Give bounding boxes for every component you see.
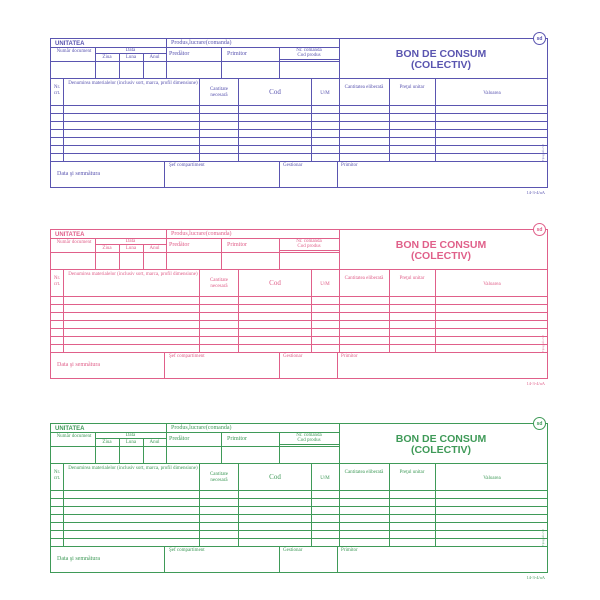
table-row-line xyxy=(51,121,547,122)
table-header-bottom xyxy=(51,490,547,491)
title-line-1: BON DE CONSUM xyxy=(395,239,487,251)
productie-label: Produs,lucrare(comanda) xyxy=(171,425,232,431)
divider xyxy=(164,161,165,188)
column-separator xyxy=(63,78,64,161)
col-pret-unitar: Preţul unitar xyxy=(399,470,425,475)
nr-comanda-label: Nr. comandã xyxy=(296,48,322,53)
title-line-2: (COLECTIV) xyxy=(410,444,472,457)
col-nr-crt: Nr. crt. xyxy=(53,470,61,481)
title-line-1: BON DE CONSUM xyxy=(395,433,487,445)
sd-logo-icon: sd xyxy=(533,32,546,45)
col-um: U/M xyxy=(320,476,330,481)
column-separator xyxy=(389,78,390,161)
sef-compartiment-label: Şef compartiment xyxy=(169,548,205,553)
divider xyxy=(51,446,339,447)
side-print-text: Tipografia SD xyxy=(541,528,545,546)
table-row-line xyxy=(51,328,547,329)
table-bottom-border xyxy=(51,161,547,162)
col-nr-crt: Nr. crt. xyxy=(53,85,61,96)
divider xyxy=(164,352,165,379)
data-semnatura-label: Data şi semnãtura xyxy=(57,171,100,177)
col-cantitate: Cantitate necesarã xyxy=(209,278,229,289)
ziua-label: Ziua xyxy=(102,246,112,251)
sd-logo-icon: sd xyxy=(533,223,546,236)
table-row-line xyxy=(51,304,547,305)
form-code: 14-3-4/aA xyxy=(526,381,545,386)
table-header-bottom xyxy=(51,105,547,106)
sef-compartiment-label: Şef compartiment xyxy=(169,163,205,168)
col-um: U/M xyxy=(320,91,330,96)
col-cod: Cod xyxy=(269,279,281,287)
table-row-line xyxy=(51,538,547,539)
col-cantitate-eliberata: Cantitatea eliberatã xyxy=(344,470,384,475)
title-line-2: (COLECTIV) xyxy=(410,59,472,72)
divider xyxy=(51,61,339,62)
table-header-bottom xyxy=(51,296,547,297)
ziua-label: Ziua xyxy=(102,440,112,445)
table-row-line xyxy=(51,145,547,146)
sef-compartiment-label: Şef compartiment xyxy=(169,354,205,359)
productie-label: Produs,lucrare(comanda) xyxy=(171,40,232,46)
table-bottom-border xyxy=(51,546,547,547)
col-nr-crt: Nr. crt. xyxy=(53,276,61,287)
bon-de-consum-form-3 xyxy=(50,420,548,580)
side-print-text: Tipografia SD xyxy=(541,334,545,352)
divider xyxy=(339,230,340,269)
data-semnatura-label: Data şi semnãtura xyxy=(57,362,100,368)
divider xyxy=(166,230,167,269)
col-um: U/M xyxy=(320,282,330,287)
column-separator xyxy=(199,269,200,352)
col-valoarea: Valoarea xyxy=(483,282,501,287)
divider xyxy=(164,546,165,573)
col-cantitate: Cantitate necesarã xyxy=(209,87,229,98)
divider xyxy=(221,47,222,78)
table-bottom-border xyxy=(51,352,547,353)
column-separator xyxy=(311,78,312,161)
col-cantitate: Cantitate necesarã xyxy=(209,472,229,483)
column-separator xyxy=(199,78,200,161)
primitor-label: Primitor xyxy=(227,242,248,248)
form-title xyxy=(341,49,541,71)
column-separator xyxy=(238,269,239,352)
table-row-line xyxy=(51,113,547,114)
nr-comanda-label: Nr. comandã xyxy=(296,433,322,438)
divider xyxy=(279,59,339,60)
unit-label: UNITATEA xyxy=(55,232,85,238)
column-separator xyxy=(63,269,64,352)
nr-document-label: Numãr document xyxy=(56,434,92,439)
col-valoarea: Valoarea xyxy=(483,91,501,96)
column-separator xyxy=(339,463,340,546)
divider xyxy=(166,39,167,78)
primitor-label: Primitor xyxy=(227,436,248,442)
cod-produs-label: Cod produs xyxy=(297,244,321,249)
column-separator xyxy=(199,463,200,546)
data-label: Data xyxy=(125,48,136,53)
divider xyxy=(95,438,166,439)
ziua-label: Ziua xyxy=(102,55,112,60)
column-separator xyxy=(435,78,436,161)
table-row-line xyxy=(51,320,547,321)
table-row-line xyxy=(51,312,547,313)
anul-label: Anul xyxy=(149,440,160,445)
nr-document-label: Numãr document xyxy=(56,49,92,54)
form-code: 14-3-4/aA xyxy=(526,575,545,580)
side-print-text: Tipografia SD xyxy=(541,143,545,161)
anul-label: Anul xyxy=(149,246,160,251)
primitor-footer-label: Primitor xyxy=(341,548,358,553)
cod-produs-label: Cod produs xyxy=(297,438,321,443)
table-row-line xyxy=(51,153,547,154)
divider xyxy=(279,352,280,379)
data-semnatura-label: Data şi semnãtura xyxy=(57,556,100,562)
divider xyxy=(221,238,222,269)
column-separator xyxy=(63,463,64,546)
col-cod: Cod xyxy=(269,473,281,481)
table-row-line xyxy=(51,344,547,345)
data-label: Data xyxy=(125,239,136,244)
column-separator xyxy=(311,463,312,546)
gestionar-label: Gestionar xyxy=(283,163,303,168)
divider xyxy=(166,424,167,463)
column-separator xyxy=(435,269,436,352)
col-denumire: Denumirea materialelor (inclusiv sort, marca, profil dimensiune) xyxy=(68,81,198,86)
table-row-line xyxy=(51,498,547,499)
divider xyxy=(339,39,340,78)
col-pret-unitar: Preţul unitar xyxy=(399,85,425,90)
table-row-line xyxy=(51,530,547,531)
gestionar-label: Gestionar xyxy=(283,548,303,553)
title-line-2: (COLECTIV) xyxy=(410,250,472,263)
column-separator xyxy=(389,269,390,352)
divider xyxy=(95,244,166,245)
column-separator xyxy=(435,463,436,546)
column-separator xyxy=(339,269,340,352)
table-top-border xyxy=(51,269,547,270)
bon-de-consum-form-1 xyxy=(50,35,548,195)
divider xyxy=(279,444,339,445)
table-top-border xyxy=(51,463,547,464)
unit-label: UNITATEA xyxy=(55,426,85,432)
col-denumire: Denumirea materialelor (inclusiv sort, marca, profil dimensiune) xyxy=(68,466,198,471)
predator-label: Predãtor xyxy=(169,436,190,442)
divider xyxy=(95,53,166,54)
table-row-line xyxy=(51,129,547,130)
table-row-line xyxy=(51,514,547,515)
cod-produs-label: Cod produs xyxy=(297,53,321,58)
column-separator xyxy=(311,269,312,352)
divider xyxy=(51,252,339,253)
divider xyxy=(279,161,280,188)
col-denumire: Denumirea materialelor (inclusiv sort, marca, profil dimensiune) xyxy=(68,272,198,277)
table-row-line xyxy=(51,336,547,337)
col-valoarea: Valoarea xyxy=(483,476,501,481)
divider xyxy=(279,250,339,251)
table-row-line xyxy=(51,506,547,507)
bon-de-consum-form-2 xyxy=(50,226,548,386)
divider xyxy=(337,352,338,379)
col-cantitate-eliberata: Cantitatea eliberatã xyxy=(344,85,384,90)
col-pret-unitar: Preţul unitar xyxy=(399,276,425,281)
luna-label: Luna xyxy=(125,440,137,445)
luna-label: Luna xyxy=(125,55,137,60)
sd-logo-icon: sd xyxy=(533,417,546,430)
form-title xyxy=(341,240,541,262)
gestionar-label: Gestionar xyxy=(283,354,303,359)
column-separator xyxy=(389,463,390,546)
col-cod: Cod xyxy=(269,88,281,96)
divider xyxy=(337,546,338,573)
nr-comanda-label: Nr. comandã xyxy=(296,239,322,244)
predator-label: Predãtor xyxy=(169,51,190,57)
anul-label: Anul xyxy=(149,55,160,60)
unit-label: UNITATEA xyxy=(55,41,85,47)
predator-label: Predãtor xyxy=(169,242,190,248)
data-label: Data xyxy=(125,433,136,438)
title-line-1: BON DE CONSUM xyxy=(395,48,487,60)
divider xyxy=(221,432,222,463)
nr-document-label: Numãr document xyxy=(56,240,92,245)
column-separator xyxy=(339,78,340,161)
primitor-footer-label: Primitor xyxy=(341,354,358,359)
table-row-line xyxy=(51,137,547,138)
table-top-border xyxy=(51,78,547,79)
col-cantitate-eliberata: Cantitatea eliberatã xyxy=(344,276,384,281)
column-separator xyxy=(238,78,239,161)
luna-label: Luna xyxy=(125,246,137,251)
form-title xyxy=(341,434,541,456)
column-separator xyxy=(238,463,239,546)
primitor-label: Primitor xyxy=(227,51,248,57)
divider xyxy=(337,161,338,188)
table-row-line xyxy=(51,522,547,523)
divider xyxy=(279,546,280,573)
primitor-footer-label: Primitor xyxy=(341,163,358,168)
divider xyxy=(339,424,340,463)
productie-label: Produs,lucrare(comanda) xyxy=(171,231,232,237)
form-code: 14-3-4/aA xyxy=(526,190,545,195)
